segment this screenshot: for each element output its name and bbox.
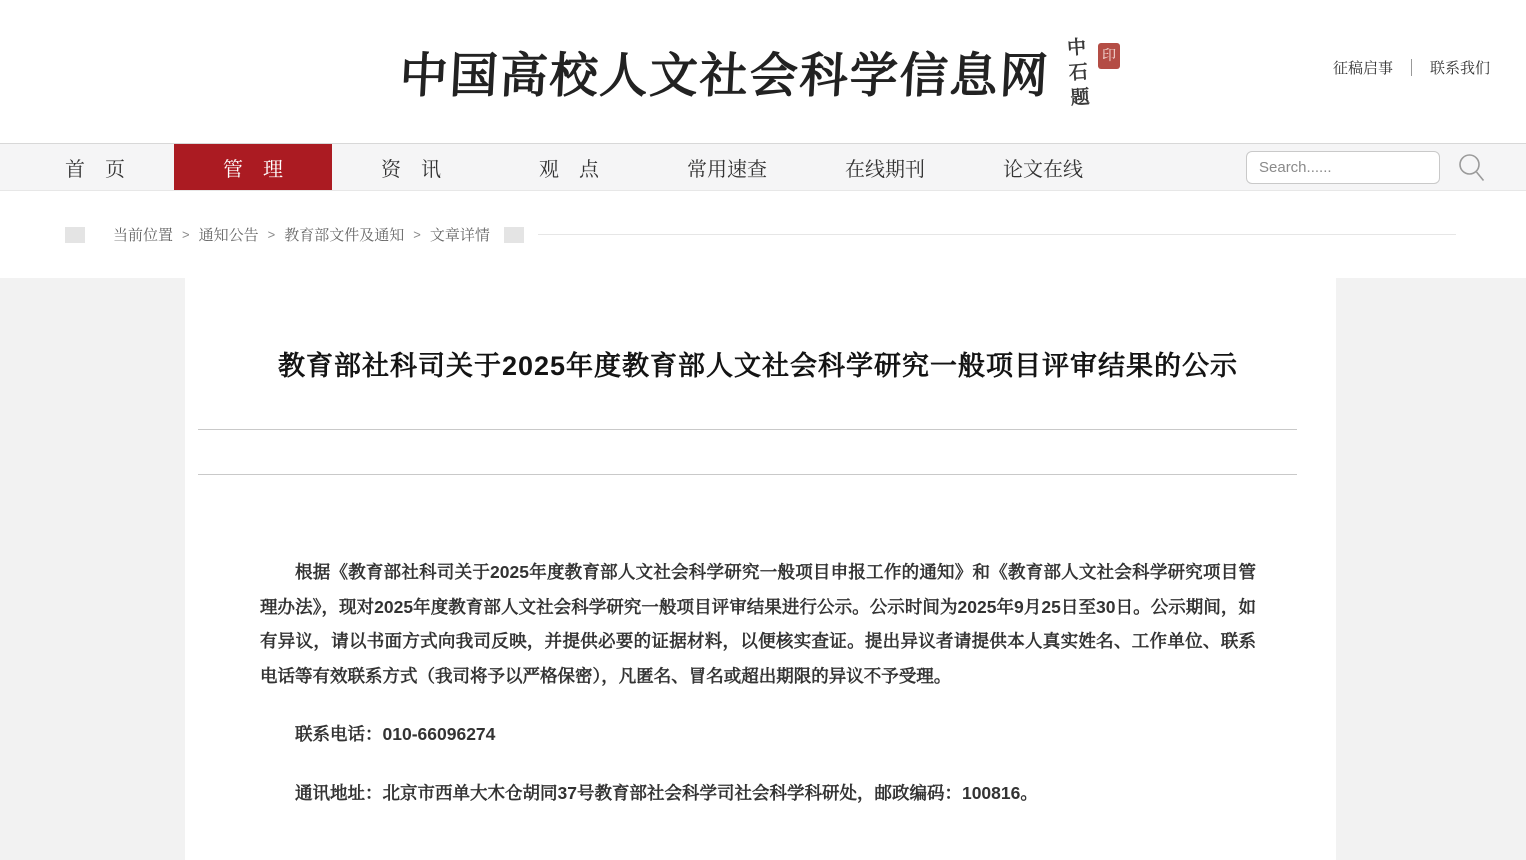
article-title: 教育部社科司关于2025年度教育部人文社会科学研究一般项目评审结果的公示 bbox=[277, 351, 1239, 381]
breadcrumb-item-moe-documents[interactable]: 教育部文件及通知 bbox=[284, 227, 405, 244]
article-body bbox=[260, 555, 1256, 810]
link-call-for-papers[interactable]: 征稿启事 bbox=[1332, 60, 1393, 77]
title-divider-bottom bbox=[198, 474, 1297, 475]
breadcrumb bbox=[0, 191, 1526, 278]
breadcrumb-item-article-detail: 文章详情 bbox=[429, 227, 490, 244]
breadcrumb-divider-line bbox=[538, 234, 1456, 235]
search-input[interactable] bbox=[1246, 151, 1440, 184]
nav-item-manage[interactable]: 管 理 bbox=[174, 144, 332, 190]
breadcrumb-separator: > bbox=[182, 227, 190, 242]
nav-item-papers-online[interactable]: 论文在线 bbox=[1003, 158, 1083, 181]
logo-signature-name: 中石题 bbox=[1063, 35, 1091, 113]
header-links-divider bbox=[1411, 59, 1412, 76]
site-logo-calligraphy: 中国高校人文社会科学信息网 bbox=[398, 48, 1052, 104]
nav-item-home[interactable]: 首 页 bbox=[65, 158, 125, 181]
nav-item-online-journals[interactable]: 在线期刊 bbox=[845, 158, 925, 181]
logo-seal-icon: 印 bbox=[1098, 43, 1120, 69]
nav-item-views[interactable]: 观 点 bbox=[539, 158, 599, 181]
article-paragraph-phone: 联系电话：010-66096274 bbox=[295, 724, 496, 744]
link-contact-us[interactable]: 联系我们 bbox=[1429, 60, 1490, 77]
main-nav bbox=[0, 143, 1526, 191]
breadcrumb-prefix: 当前位置 bbox=[113, 227, 174, 244]
article-paragraph-address: 通讯地址：北京市西单大木仓胡同37号教育部社会科学司社会科学科研处，邮政编码：100816。 bbox=[295, 782, 1038, 803]
article-content bbox=[185, 278, 1336, 860]
breadcrumb-decor-square bbox=[504, 227, 524, 243]
logo-signature bbox=[1060, 35, 1126, 123]
breadcrumb-trail bbox=[113, 224, 490, 245]
breadcrumb-decor-square bbox=[65, 227, 85, 243]
site-header bbox=[0, 0, 1526, 143]
header-links bbox=[1333, 57, 1490, 78]
nav-item-quick-lookup[interactable]: 常用速查 bbox=[687, 158, 767, 181]
nav-item-news[interactable]: 资 讯 bbox=[381, 158, 441, 181]
search-icon[interactable] bbox=[1456, 152, 1488, 189]
article-paragraph: 根据《教育部社科司关于2025年度教育部人文社会科学研究一般项目申报工作的通知》和《教育部人文社会科学研究项目管理办法》，现对2025年度教育部人文社会科学研究一般项目评审结果进行公示。公示时间为2025年9月25日至30日。公示期间，如有异议，请以书面方式向我司反映，并提供必要的证据材料，以便核实查证。提出异议者请提供本人真实姓名、工作单位、联系电话等有效联系方式（我司将予以严格保密），凡匿名、冒名或超出期限的异议不予受理。 bbox=[260, 562, 1256, 686]
title-divider-top bbox=[198, 429, 1297, 430]
main-area bbox=[0, 278, 1526, 860]
breadcrumb-separator: > bbox=[267, 227, 276, 242]
site-logo[interactable] bbox=[0, 0, 1526, 143]
breadcrumb-item-notices[interactable]: 通知公告 bbox=[198, 227, 259, 244]
breadcrumb-separator: > bbox=[413, 227, 421, 242]
search-box bbox=[1246, 151, 1440, 184]
